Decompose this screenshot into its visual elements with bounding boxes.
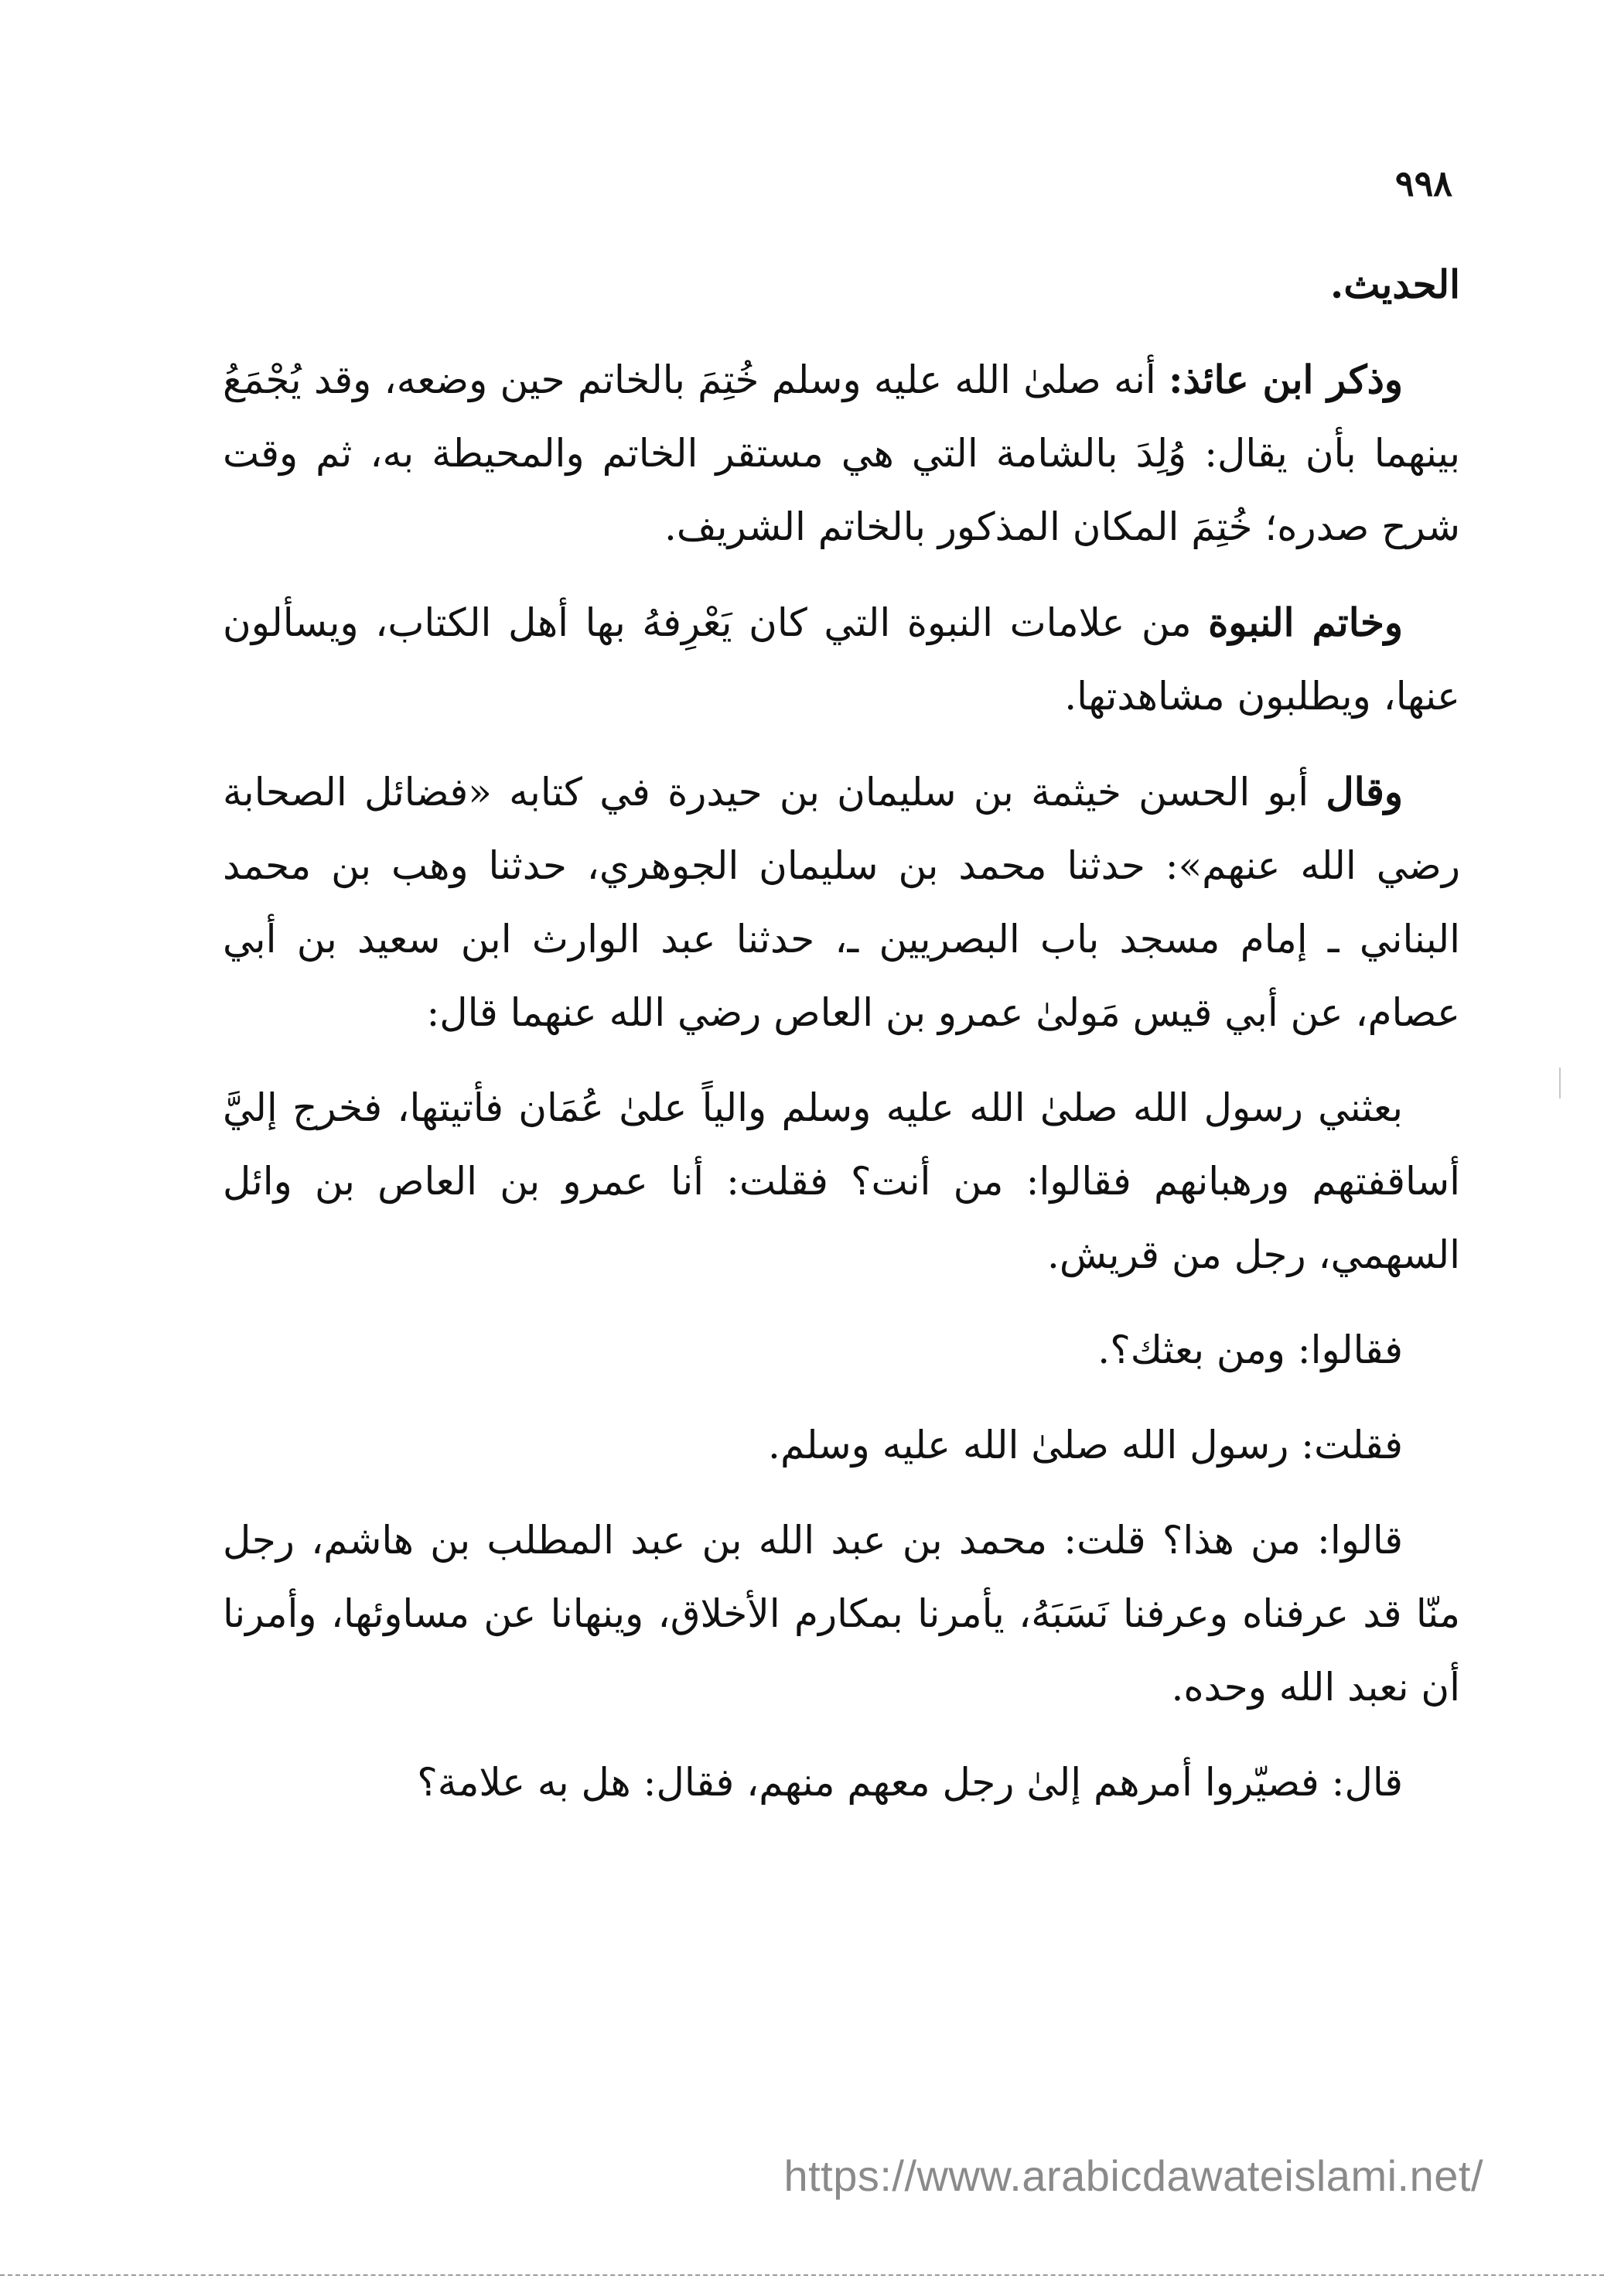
paragraph-text: فقلت: رسول الله صلىٰ الله عليه وسلم. [768,1423,1403,1467]
paragraph-text: أنه صلىٰ الله عليه وسلم خُتِمَ بالخاتم حين وضعه، وقد يُجْمَعُ بينهما بأن يقال: وُلِدَ بالشامة التي هي مستقر الخاتم والمحيطة به، ثم وقت شرح صدره؛ خُتِمَ المكان المذكور بالخاتم الشريف. [223,357,1460,549]
paragraph-lead: وخاتم النبوة [1208,600,1403,645]
paragraph-2 [223,343,1460,564]
paragraph-text: فقالوا: ومن بعثك؟. [1097,1327,1403,1372]
bottom-scan-edge [0,2274,1604,2276]
page-number: ٩٩٨ [1394,162,1452,204]
paragraph-text: الحديث. [1329,261,1460,307]
paragraph-text: من علامات النبوة التي كان يَعْرِفهُ بها أهل الكتاب، ويسألون عنها، ويطلبون مشاهدتها. [223,600,1460,719]
paragraph-8 [223,1504,1460,1724]
paragraph-text: قال: فصيّروا أمرهم إلىٰ رجل معهم منهم، فقال: هل به علامة؟ [417,1760,1403,1805]
paragraph-lead: وذكر ابن عائذ: [1169,357,1403,402]
paragraph-6 [223,1314,1460,1387]
paragraph-7 [223,1409,1460,1482]
paragraph-3 [223,586,1460,733]
document-body [223,248,1460,1841]
paragraph-1 [223,248,1460,321]
margin-mark [1559,1068,1561,1098]
paragraph-text: قالوا: من هذا؟ قلت: محمد بن عبد الله بن عبد المطلب بن هاشم، رجل منّا قد عرفناه وعرفنا نَسَبَهُ، يأمرنا بمكارم الأخلاق، وينهانا عن مساوئها، وأمرنا أن نعبد الله وحده. [223,1518,1460,1710]
source-watermark-url: https://www.arabicdawateislami.net/ [783,2151,1483,2200]
paragraph-5 [223,1071,1460,1292]
paragraph-lead: وقال [1326,769,1403,815]
paragraph-4 [223,755,1460,1050]
paragraph-text: أبو الحسن خيثمة بن سليمان بن حيدرة في كتابه «فضائل الصحابة رضي الله عنهم»: حدثنا محمد بن سليمان الجوهري، حدثنا وهب بن محمد البناني ـ إمام مسجد باب البصريين ـ، حدثنا عبد الوارث ابن سعيد بن أبي عصام، عن أبي قيس مَولىٰ عمرو بن العاص رضي الله عنهما قال: [223,770,1460,1035]
paragraph-text: بعثني رسول الله صلىٰ الله عليه وسلم والياً علىٰ عُمَان فأتيتها، فخرج إليَّ أساقفتهم ورهبانهم فقالوا: من أنت؟ فقلت: أنا عمرو بن العاص بن وائل السهمي، رجل من قريش. [223,1085,1460,1277]
paragraph-9 [223,1746,1460,1819]
